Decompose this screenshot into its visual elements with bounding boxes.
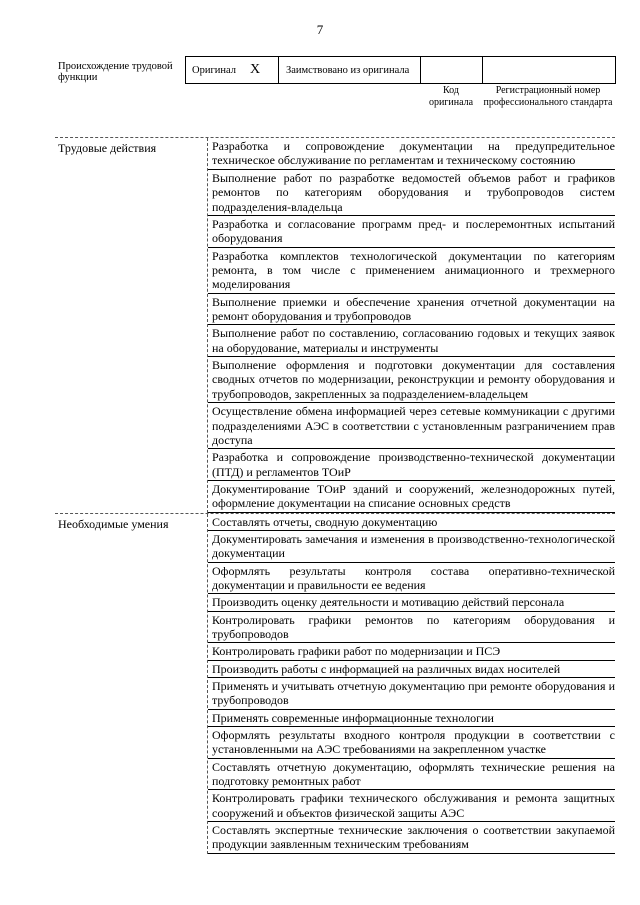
list-item: Выполнение работ по составлению, согласованию годовых и текущих заявок на оборудование, материалы и инструменты	[208, 325, 615, 357]
list-item: Составлять экспертные технические заключения о соответствии закупаемой продукции заявленным техническим требованиям	[208, 822, 615, 854]
list-item: Разработка комплектов технологической документации по категориям ремонта, в том числе с применением анимационного и трехмерного моделирования	[208, 248, 615, 294]
list-item: Контролировать графики технического обслуживания и ремонта защитных сооружений и объектов физической защиты АЭС	[208, 790, 615, 822]
list-item: Производить оценку деятельности и мотивацию действий персонала	[208, 594, 615, 611]
list-item: Контролировать графики работ по модернизации и ПСЭ	[208, 643, 615, 660]
section-label: Необходимые умения	[58, 516, 169, 531]
list-item: Производить работы с информацией на различных видах носителей	[208, 661, 615, 678]
list-item: Документирование ТОиР зданий и сооружений, железнодорожных путей, оформление документации на списание основных средств	[208, 481, 615, 513]
borrowed-label: Заимствовано из оригинала	[286, 65, 410, 76]
list-item: Выполнение работ по разработке ведомостей объемов работ и графиков ремонтов по категориям оборудования и трубопроводов систем подразделения-владельца	[208, 170, 615, 216]
section-required-skills	[55, 513, 615, 854]
origin-label: Происхождение трудовой функции	[58, 61, 173, 83]
list-item: Контролировать графики ремонтов по категориям оборудования и трубопроводов	[208, 612, 615, 644]
list-item: Применять и учитывать отчетную документацию при ремонте оборудования и трубопроводов	[208, 678, 615, 710]
code-cell	[420, 56, 483, 84]
list-item: Составлять отчетную документацию, оформлять технические решения на подготовку ремонтных работ	[208, 759, 615, 791]
list-item: Оформлять результаты контроля состава оперативно-технической документации и правильности ее ведения	[208, 563, 615, 595]
list-item: Применять современные информационные технологии	[208, 710, 615, 727]
borrowed-cell	[278, 56, 421, 84]
list-item: Выполнение оформления и подготовки документации для составления сводных отчетов по модернизации, реконструкции и ремонту оборудования и трубопроводов, закрепленных за подразделением-владельцем	[208, 357, 615, 403]
function-table	[55, 137, 615, 854]
section-items	[207, 138, 615, 513]
list-item: Оформлять результаты входного контроля продукции в соответствии с установленными на АЭС требованиями на закрепленном участке	[208, 727, 615, 759]
code-caption: Код оригинала	[428, 85, 474, 108]
list-item: Разработка и сопровождение производственно-технической документации (ПТД) и регламентов ТОиР	[208, 449, 615, 481]
section-label: Трудовые действия	[58, 141, 157, 155]
list-item: Осуществление обмена информацией через сетевые коммуникации с другими подразделениями АЭС в соответствии с установленным разграничением прав доступа	[208, 403, 615, 449]
original-cell	[185, 56, 279, 84]
list-item: Составлять отчеты, сводную документацию	[208, 514, 615, 531]
original-label: Оригинал	[192, 65, 236, 76]
section-items	[207, 514, 615, 854]
reg-number-cell	[482, 56, 616, 84]
page-number: 7	[316, 22, 324, 37]
list-item: Разработка и сопровождение документации на предупредительное техническое обслуживание по регламентам и техническому состоянию	[208, 138, 615, 170]
reg-caption: Регистрационный номер профессионального стандарта	[483, 85, 613, 108]
original-mark: X	[250, 62, 261, 77]
list-item: Документировать замечания и изменения в производственно-технологической документации	[208, 531, 615, 563]
section-labor-actions	[55, 137, 615, 513]
list-item: Разработка и согласование программ пред- и послеремонтных испытаний оборудования	[208, 216, 615, 248]
list-item: Выполнение приемки и обеспечение хранения отчетной документации на ремонт оборудования и трубопроводов	[208, 294, 615, 326]
